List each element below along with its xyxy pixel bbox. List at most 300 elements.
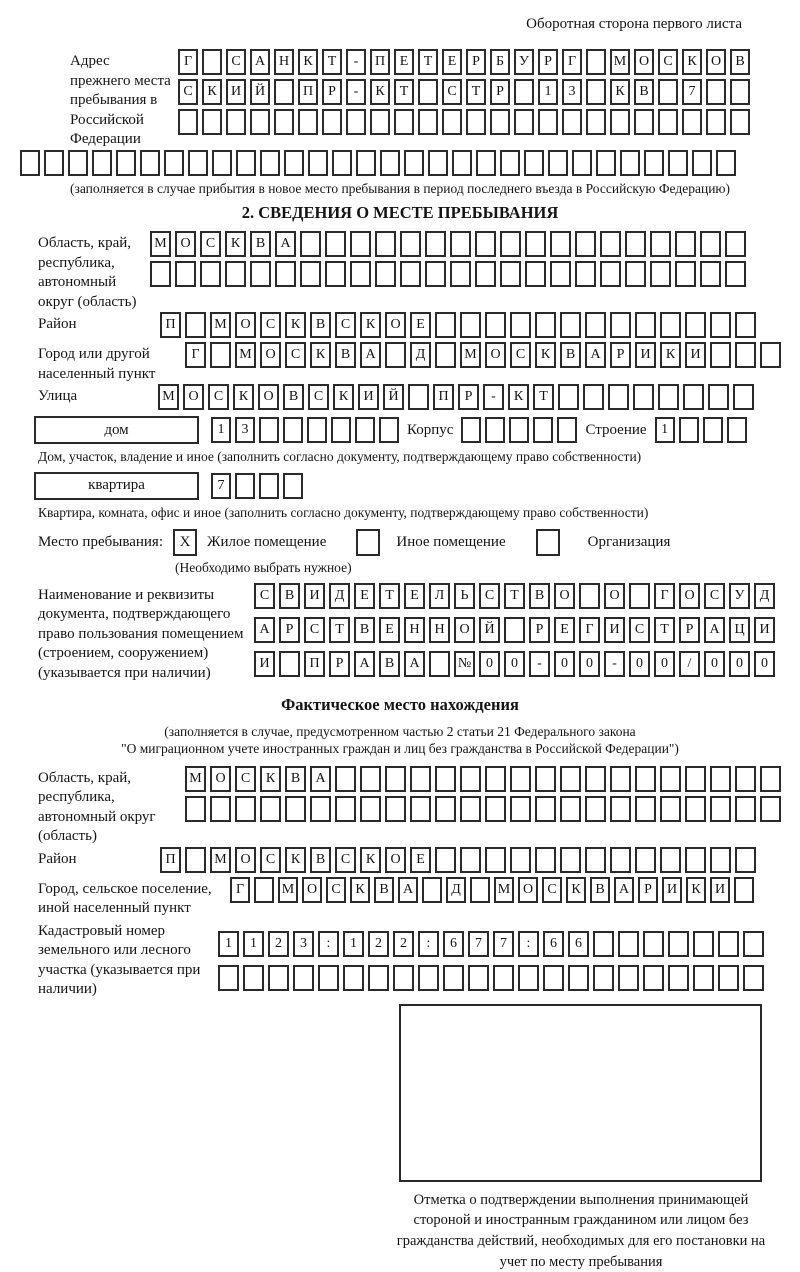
char-cell[interactable] [435, 342, 456, 368]
char-cell[interactable] [410, 766, 431, 792]
char-cell[interactable] [575, 261, 596, 287]
char-cell[interactable]: Г [185, 342, 206, 368]
char-cell[interactable] [185, 312, 206, 338]
char-cell[interactable] [685, 847, 706, 873]
char-cell[interactable] [274, 109, 294, 135]
char-cell[interactable] [760, 766, 781, 792]
char-cell[interactable] [468, 965, 489, 991]
char-cell[interactable] [658, 109, 678, 135]
char-cell[interactable]: О [485, 342, 506, 368]
char-cell[interactable]: Г [654, 583, 675, 609]
char-cell[interactable]: С [335, 847, 356, 873]
char-cell[interactable] [535, 312, 556, 338]
char-cell[interactable] [218, 965, 239, 991]
char-cell[interactable]: Р [466, 49, 486, 75]
char-cell[interactable]: П [160, 312, 181, 338]
char-cell[interactable] [485, 312, 506, 338]
char-cell[interactable] [435, 847, 456, 873]
char-cell[interactable]: В [590, 877, 610, 903]
char-cell[interactable] [275, 261, 296, 287]
char-cell[interactable]: В [730, 49, 750, 75]
char-cell[interactable] [683, 384, 704, 410]
char-cell[interactable] [300, 231, 321, 257]
char-cell[interactable] [660, 796, 681, 822]
char-cell[interactable] [178, 109, 198, 135]
char-cell[interactable] [268, 965, 289, 991]
char-cell[interactable] [586, 79, 606, 105]
char-cell[interactable] [259, 417, 279, 443]
char-cell[interactable] [710, 796, 731, 822]
char-cell[interactable]: А [360, 342, 381, 368]
char-cell[interactable] [730, 109, 750, 135]
char-cell[interactable] [360, 796, 381, 822]
char-cell[interactable]: 2 [393, 931, 414, 957]
char-cell[interactable]: Т [329, 617, 350, 643]
char-cell[interactable] [332, 150, 352, 176]
char-cell[interactable] [185, 796, 206, 822]
char-cell[interactable] [593, 931, 614, 957]
char-cell[interactable] [568, 965, 589, 991]
char-cell[interactable]: О [706, 49, 726, 75]
char-cell[interactable] [743, 931, 764, 957]
char-cell[interactable] [525, 261, 546, 287]
char-cell[interactable]: Е [410, 312, 431, 338]
char-cell[interactable] [660, 766, 681, 792]
char-cell[interactable] [475, 261, 496, 287]
char-cell[interactable] [708, 384, 729, 410]
char-cell[interactable]: Р [490, 79, 510, 105]
char-cell[interactable]: О [235, 847, 256, 873]
char-cell[interactable]: 2 [368, 931, 389, 957]
char-cell[interactable] [485, 766, 506, 792]
char-cell[interactable] [150, 261, 171, 287]
char-cell[interactable]: 0 [504, 651, 525, 677]
char-cell[interactable] [425, 231, 446, 257]
char-cell[interactable]: О [302, 877, 322, 903]
char-cell[interactable]: Е [442, 49, 462, 75]
char-cell[interactable] [429, 651, 450, 677]
char-cell[interactable]: Е [410, 847, 431, 873]
char-cell[interactable] [706, 79, 726, 105]
char-cell[interactable] [620, 150, 640, 176]
char-cell[interactable] [404, 150, 424, 176]
char-cell[interactable] [533, 417, 553, 443]
char-cell[interactable] [175, 261, 196, 287]
char-cell[interactable]: 0 [654, 651, 675, 677]
char-cell[interactable] [435, 766, 456, 792]
char-cell[interactable] [718, 931, 739, 957]
char-cell[interactable] [200, 261, 221, 287]
char-cell[interactable]: И [685, 342, 706, 368]
char-cell[interactable] [734, 877, 754, 903]
char-cell[interactable]: В [283, 384, 304, 410]
char-cell[interactable] [535, 796, 556, 822]
char-cell[interactable] [259, 473, 279, 499]
char-cell[interactable] [490, 109, 510, 135]
char-cell[interactable] [579, 583, 600, 609]
char-cell[interactable] [743, 965, 764, 991]
char-cell[interactable] [706, 109, 726, 135]
char-cell[interactable]: В [279, 583, 300, 609]
char-cell[interactable] [500, 231, 521, 257]
char-cell[interactable]: 0 [479, 651, 500, 677]
char-cell[interactable] [733, 384, 754, 410]
char-cell[interactable]: 1 [655, 417, 675, 443]
char-cell[interactable]: А [398, 877, 418, 903]
char-cell[interactable] [493, 965, 514, 991]
char-cell[interactable] [335, 796, 356, 822]
char-cell[interactable]: М [460, 342, 481, 368]
char-cell[interactable] [618, 965, 639, 991]
char-cell[interactable] [274, 79, 294, 105]
char-cell[interactable]: 0 [754, 651, 775, 677]
char-cell[interactable]: Д [329, 583, 350, 609]
char-cell[interactable] [298, 109, 318, 135]
char-cell[interactable]: У [729, 583, 750, 609]
char-cell[interactable]: Р [538, 49, 558, 75]
char-cell[interactable] [435, 312, 456, 338]
char-cell[interactable] [140, 150, 160, 176]
char-cell[interactable]: С [200, 231, 221, 257]
char-cell[interactable] [260, 796, 281, 822]
char-cell[interactable] [510, 847, 531, 873]
char-cell[interactable] [250, 261, 271, 287]
char-cell[interactable] [331, 417, 351, 443]
char-cell[interactable] [658, 384, 679, 410]
char-cell[interactable]: С [304, 617, 325, 643]
char-cell[interactable]: В [374, 877, 394, 903]
char-cell[interactable] [318, 965, 339, 991]
char-cell[interactable]: 3 [293, 931, 314, 957]
char-cell[interactable]: К [660, 342, 681, 368]
char-cell[interactable] [500, 150, 520, 176]
char-cell[interactable] [450, 231, 471, 257]
char-cell[interactable]: К [260, 766, 281, 792]
char-cell[interactable] [668, 150, 688, 176]
char-cell[interactable] [535, 847, 556, 873]
char-cell[interactable] [164, 150, 184, 176]
char-cell[interactable] [710, 312, 731, 338]
char-cell[interactable] [476, 150, 496, 176]
char-cell[interactable] [650, 261, 671, 287]
char-cell[interactable] [408, 384, 429, 410]
char-cell[interactable]: - [529, 651, 550, 677]
char-cell[interactable]: М [210, 847, 231, 873]
char-cell[interactable]: А [404, 651, 425, 677]
char-cell[interactable]: : [518, 931, 539, 957]
char-cell[interactable]: Г [562, 49, 582, 75]
char-cell[interactable]: О [183, 384, 204, 410]
char-cell[interactable] [452, 150, 472, 176]
char-cell[interactable] [460, 847, 481, 873]
char-cell[interactable]: 3 [235, 417, 255, 443]
char-cell[interactable] [585, 796, 606, 822]
char-cell[interactable]: Т [394, 79, 414, 105]
char-cell[interactable] [461, 417, 481, 443]
char-cell[interactable]: № [454, 651, 475, 677]
char-cell[interactable] [585, 766, 606, 792]
char-cell[interactable]: 2 [268, 931, 289, 957]
char-cell[interactable] [379, 417, 399, 443]
char-cell[interactable]: 7 [682, 79, 702, 105]
char-cell[interactable] [760, 796, 781, 822]
char-cell[interactable] [510, 766, 531, 792]
char-cell[interactable] [356, 150, 376, 176]
char-cell[interactable] [260, 150, 280, 176]
char-cell[interactable] [692, 150, 712, 176]
char-cell[interactable] [385, 796, 406, 822]
char-cell[interactable]: О [260, 342, 281, 368]
char-cell[interactable] [443, 965, 464, 991]
char-cell[interactable]: - [346, 79, 366, 105]
char-cell[interactable] [643, 931, 664, 957]
char-cell[interactable] [308, 150, 328, 176]
char-cell[interactable] [250, 109, 270, 135]
char-cell[interactable] [518, 965, 539, 991]
char-cell[interactable] [400, 261, 421, 287]
char-cell[interactable] [600, 231, 621, 257]
char-cell[interactable] [538, 109, 558, 135]
char-cell[interactable]: М [610, 49, 630, 75]
char-cell[interactable] [635, 796, 656, 822]
char-cell[interactable]: Н [274, 49, 294, 75]
char-cell[interactable]: К [298, 49, 318, 75]
char-cell[interactable] [585, 847, 606, 873]
char-cell[interactable] [325, 231, 346, 257]
char-cell[interactable] [735, 312, 756, 338]
char-cell[interactable]: В [310, 847, 331, 873]
char-cell[interactable]: Т [654, 617, 675, 643]
char-cell[interactable]: 1 [243, 931, 264, 957]
char-cell[interactable]: М [150, 231, 171, 257]
char-cell[interactable]: 7 [211, 473, 231, 499]
char-cell[interactable] [635, 847, 656, 873]
char-cell[interactable] [283, 417, 303, 443]
char-cell[interactable] [410, 796, 431, 822]
char-cell[interactable]: - [604, 651, 625, 677]
char-cell[interactable]: К [682, 49, 702, 75]
char-cell[interactable]: 6 [443, 931, 464, 957]
char-cell[interactable]: 0 [729, 651, 750, 677]
char-cell[interactable] [346, 109, 366, 135]
char-cell[interactable]: Л [429, 583, 450, 609]
char-cell[interactable]: К [360, 847, 381, 873]
char-cell[interactable]: А [250, 49, 270, 75]
char-cell[interactable] [643, 965, 664, 991]
char-cell[interactable] [514, 79, 534, 105]
char-cell[interactable]: Т [466, 79, 486, 105]
dom-field-box[interactable]: дом [34, 416, 199, 444]
char-cell[interactable] [548, 150, 568, 176]
char-cell[interactable]: М [278, 877, 298, 903]
char-cell[interactable] [700, 231, 721, 257]
char-cell[interactable] [293, 965, 314, 991]
char-cell[interactable] [322, 109, 342, 135]
char-cell[interactable] [450, 261, 471, 287]
char-cell[interactable] [635, 766, 656, 792]
char-cell[interactable]: Ц [729, 617, 750, 643]
char-cell[interactable] [725, 261, 746, 287]
char-cell[interactable]: И [635, 342, 656, 368]
char-cell[interactable]: С [208, 384, 229, 410]
char-cell[interactable] [20, 150, 40, 176]
char-cell[interactable] [727, 417, 747, 443]
char-cell[interactable]: Й [479, 617, 500, 643]
char-cell[interactable]: И [254, 651, 275, 677]
char-cell[interactable]: П [298, 79, 318, 105]
char-cell[interactable] [116, 150, 136, 176]
char-cell[interactable] [572, 150, 592, 176]
char-cell[interactable] [608, 384, 629, 410]
char-cell[interactable] [422, 877, 442, 903]
char-cell[interactable]: А [275, 231, 296, 257]
char-cell[interactable] [188, 150, 208, 176]
char-cell[interactable] [700, 261, 721, 287]
char-cell[interactable]: Р [322, 79, 342, 105]
kvartira-field-box[interactable]: квартира [34, 472, 199, 500]
char-cell[interactable]: К [285, 312, 306, 338]
char-cell[interactable] [668, 965, 689, 991]
char-cell[interactable]: О [634, 49, 654, 75]
char-cell[interactable]: К [370, 79, 390, 105]
char-cell[interactable] [760, 342, 781, 368]
char-cell[interactable] [375, 231, 396, 257]
char-cell[interactable]: В [560, 342, 581, 368]
char-cell[interactable] [618, 931, 639, 957]
char-cell[interactable]: В [634, 79, 654, 105]
char-cell[interactable]: Е [394, 49, 414, 75]
char-cell[interactable] [710, 847, 731, 873]
char-cell[interactable] [550, 231, 571, 257]
char-cell[interactable] [735, 796, 756, 822]
char-cell[interactable] [500, 261, 521, 287]
char-cell[interactable]: Е [404, 583, 425, 609]
char-cell[interactable]: К [610, 79, 630, 105]
char-cell[interactable] [425, 261, 446, 287]
char-cell[interactable]: Г [178, 49, 198, 75]
char-cell[interactable] [718, 965, 739, 991]
char-cell[interactable]: А [310, 766, 331, 792]
char-cell[interactable]: К [225, 231, 246, 257]
char-cell[interactable] [360, 766, 381, 792]
char-cell[interactable]: 6 [568, 931, 589, 957]
char-cell[interactable]: 1 [211, 417, 231, 443]
char-cell[interactable] [644, 150, 664, 176]
char-cell[interactable] [560, 847, 581, 873]
char-cell[interactable] [660, 847, 681, 873]
char-cell[interactable]: Г [230, 877, 250, 903]
char-cell[interactable]: М [158, 384, 179, 410]
char-cell[interactable] [650, 231, 671, 257]
char-cell[interactable]: В [529, 583, 550, 609]
char-cell[interactable] [685, 796, 706, 822]
char-cell[interactable] [243, 965, 264, 991]
char-cell[interactable]: 0 [704, 651, 725, 677]
char-cell[interactable]: Й [383, 384, 404, 410]
char-cell[interactable] [625, 231, 646, 257]
char-cell[interactable] [693, 965, 714, 991]
char-cell[interactable]: С [260, 312, 281, 338]
char-cell[interactable]: К [233, 384, 254, 410]
char-cell[interactable]: : [418, 931, 439, 957]
char-cell[interactable]: О [454, 617, 475, 643]
char-cell[interactable] [703, 417, 723, 443]
char-cell[interactable]: К [285, 847, 306, 873]
char-cell[interactable] [212, 150, 232, 176]
char-cell[interactable] [510, 312, 531, 338]
char-cell[interactable] [560, 796, 581, 822]
char-cell[interactable]: К [350, 877, 370, 903]
char-cell[interactable] [475, 231, 496, 257]
char-cell[interactable]: С [335, 312, 356, 338]
char-cell[interactable]: М [235, 342, 256, 368]
char-cell[interactable]: Т [504, 583, 525, 609]
char-cell[interactable] [682, 109, 702, 135]
char-cell[interactable]: Р [638, 877, 658, 903]
char-cell[interactable] [202, 109, 222, 135]
char-cell[interactable]: В [354, 617, 375, 643]
char-cell[interactable]: В [310, 312, 331, 338]
char-cell[interactable]: С [629, 617, 650, 643]
char-cell[interactable] [485, 847, 506, 873]
char-cell[interactable]: С [442, 79, 462, 105]
char-cell[interactable]: С [178, 79, 198, 105]
char-cell[interactable] [254, 877, 274, 903]
char-cell[interactable]: 3 [562, 79, 582, 105]
char-cell[interactable] [504, 617, 525, 643]
char-cell[interactable]: О [258, 384, 279, 410]
char-cell[interactable]: С [308, 384, 329, 410]
char-cell[interactable]: С [510, 342, 531, 368]
char-cell[interactable]: О [175, 231, 196, 257]
char-cell[interactable]: 0 [629, 651, 650, 677]
char-cell[interactable] [510, 796, 531, 822]
char-cell[interactable]: К [333, 384, 354, 410]
zhiloe-checkbox[interactable]: X [173, 529, 197, 556]
char-cell[interactable]: Д [446, 877, 466, 903]
char-cell[interactable] [485, 417, 505, 443]
char-cell[interactable] [558, 384, 579, 410]
char-cell[interactable] [368, 965, 389, 991]
char-cell[interactable] [560, 312, 581, 338]
char-cell[interactable] [235, 796, 256, 822]
char-cell[interactable]: М [210, 312, 231, 338]
char-cell[interactable] [225, 261, 246, 287]
char-cell[interactable]: Р [529, 617, 550, 643]
char-cell[interactable] [44, 150, 64, 176]
char-cell[interactable]: О [210, 766, 231, 792]
char-cell[interactable]: Т [379, 583, 400, 609]
char-cell[interactable] [435, 796, 456, 822]
char-cell[interactable]: М [185, 766, 206, 792]
char-cell[interactable] [693, 931, 714, 957]
char-cell[interactable]: И [754, 617, 775, 643]
char-cell[interactable]: О [385, 312, 406, 338]
char-cell[interactable]: П [304, 651, 325, 677]
char-cell[interactable] [210, 342, 231, 368]
char-cell[interactable]: О [679, 583, 700, 609]
char-cell[interactable]: - [483, 384, 504, 410]
char-cell[interactable]: Р [610, 342, 631, 368]
char-cell[interactable]: К [310, 342, 331, 368]
char-cell[interactable] [509, 417, 529, 443]
char-cell[interactable]: С [326, 877, 346, 903]
char-cell[interactable]: С [658, 49, 678, 75]
char-cell[interactable]: Й [250, 79, 270, 105]
char-cell[interactable]: С [479, 583, 500, 609]
char-cell[interactable]: И [226, 79, 246, 105]
char-cell[interactable]: 7 [468, 931, 489, 957]
